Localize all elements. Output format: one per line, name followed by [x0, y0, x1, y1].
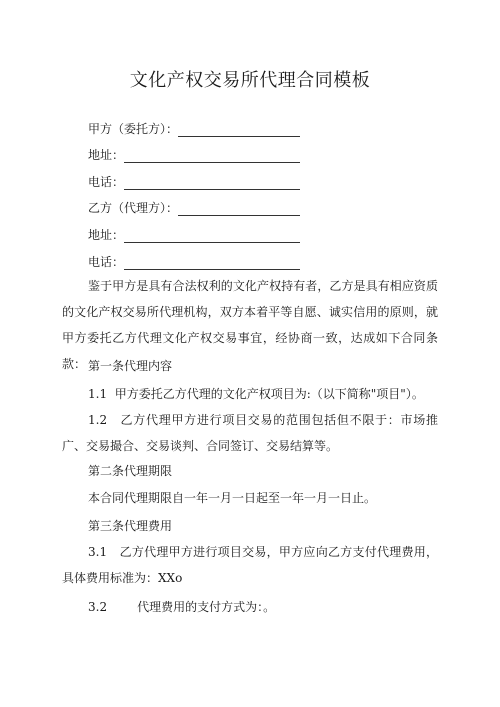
address-a-label: 地址： [88, 148, 125, 162]
address-b-label: 地址： [88, 228, 125, 242]
article1-heading: 第一条代理内容 [88, 359, 173, 373]
party-a-label: 甲方（委托方）： [88, 122, 179, 136]
phone-b-field [88, 254, 300, 270]
address-a-field [88, 147, 300, 163]
article3-heading: 第三条代理费用 [88, 519, 173, 533]
article1-item1-number: 1.1 [88, 387, 108, 401]
article2-heading: 第二条代理期限 [88, 464, 173, 478]
address-b-blank [124, 230, 300, 243]
article1-item1-text: 甲方委托乙方代理的文化产权项目为:（以下简称"项目"）。 [114, 387, 424, 401]
article1-item2: 1.2 乙方代理甲方进行项目交易的范围包括但不限于：市场推广、交易撮合、交易谈判、合同签订、交易结算等。 [62, 413, 438, 453]
party-b-label: 乙方（代理方）： [88, 201, 179, 215]
phone-b-label: 电话： [88, 255, 125, 269]
party-a-blank [178, 124, 300, 137]
document-title: 文化产权交易所代理合同模板 [129, 70, 371, 91]
party-b-field [88, 200, 300, 216]
article1-item1 [88, 386, 424, 402]
article3-item1: 3.1 乙方代理甲方进行项目交易，甲方应向乙方支付代理费用，具体费用标准为：XXo [62, 545, 438, 585]
phone-a-blank [124, 177, 300, 190]
article3-item2 [88, 599, 275, 615]
phone-a-label: 电话： [88, 175, 125, 189]
address-a-blank [124, 150, 300, 163]
party-b-blank [178, 203, 300, 216]
address-b-field [88, 227, 300, 243]
article3-item2-number: 3.2 [88, 600, 108, 614]
article3-item2-text: 代理费用的支付方式为：。 [137, 600, 276, 614]
party-a-field [88, 121, 300, 137]
article2-text: 本合同代理期限自一年一月一日起至一年一月一日止。 [88, 491, 377, 505]
phone-a-field [88, 174, 300, 190]
phone-b-blank [124, 257, 300, 270]
preamble-paragraph: 鉴于甲方是具有合法权利的文化产权持有者，乙方是具有相应资质的文化产权交易所代理机构，双方本着平等自愿、诚实信用的原则，就甲方委托乙方代理文化产权交易事宜，经协商一致，达成如下合同条款： [62, 279, 438, 371]
